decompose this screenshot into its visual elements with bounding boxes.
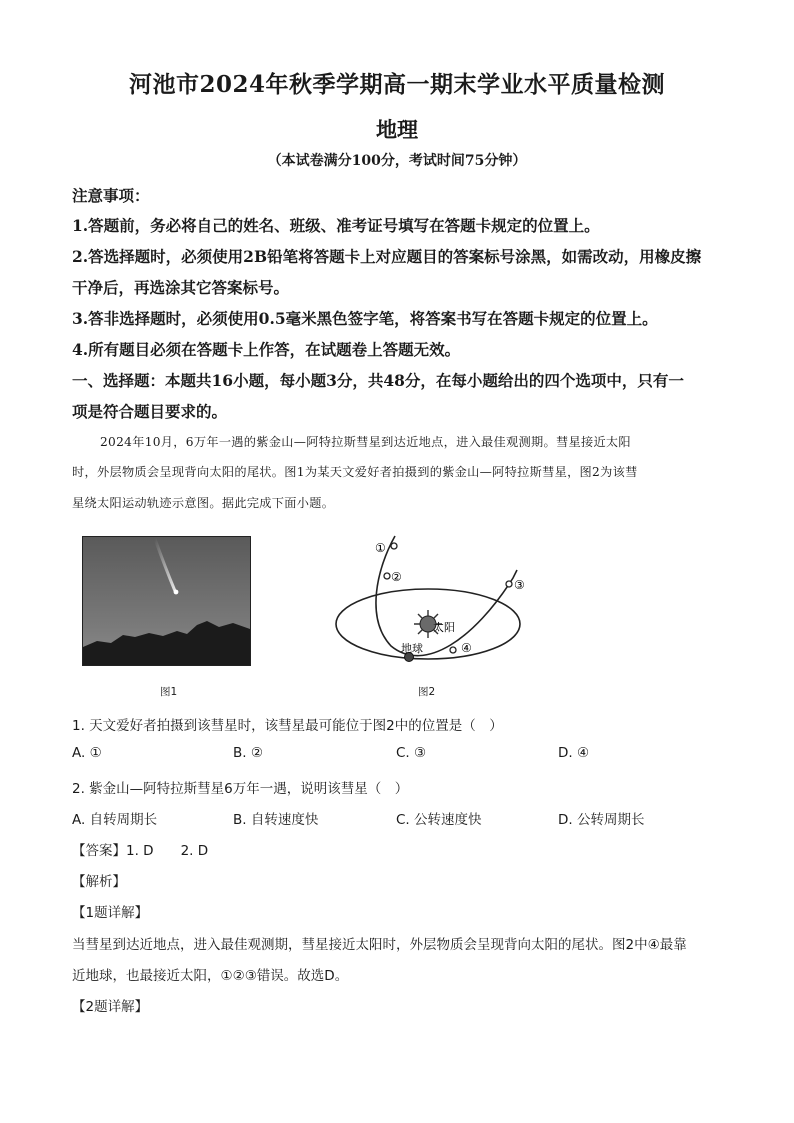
answer-text: 1. D 2. D <box>126 843 209 859</box>
label-point-2: ② <box>391 570 402 584</box>
label-sun: 太阳 <box>433 621 455 634</box>
label-earth: 地球 <box>401 642 423 655</box>
question-1-option-b: B. ② <box>233 745 263 761</box>
passage-line: 2024年10月，6万年一遇的紫金山—阿特拉斯彗星到达近地点，进入最佳观测期。彗星接近太阳 <box>100 435 631 449</box>
answer-label: 【答案】 <box>72 843 126 859</box>
label-point-4: ④ <box>461 641 472 655</box>
notice-heading: 注意事项： <box>72 186 150 205</box>
question-2-option-c: C. 公转速度快 <box>396 812 482 828</box>
question-1-option-d: D. ④ <box>558 745 590 761</box>
analysis-label: 【解析】 <box>72 874 126 890</box>
comet-photo <box>82 536 251 666</box>
passage-line: 时，外层物质会呈现背向太阳的尾状。图1为某天文爱好者拍摄到的紫金山—阿特拉斯彗星，图2为该彗 <box>72 465 638 479</box>
question-2-option-a: A. 自转周期长 <box>72 812 158 828</box>
answer-line <box>72 839 208 859</box>
notice-item: 1.答题前，务必将自己的姓名、班级、准考证号填写在答题卡规定的位置上。 <box>72 216 600 235</box>
q1-analysis-line: 当彗星到达近地点，进入最佳观测期，彗星接近太阳时，外层物质会呈现背向太阳的尾状。图2中④最靠 <box>72 937 687 953</box>
orbit-point <box>450 647 456 653</box>
passage-line: 星绕太阳运动轨迹示意图。据此完成下面小题。 <box>72 496 335 510</box>
notice-item: 干净后，再选涂其它答案标号。 <box>72 278 290 297</box>
question-2-stem: 2. 紫金山—阿特拉斯彗星6万年一遇，说明该彗星（ ） <box>72 781 409 797</box>
exam-note: （本试卷满分100分，考试时间75分钟） <box>267 153 527 169</box>
notice-item: 4.所有题目必须在答题卡上作答，在试题卷上答题无效。 <box>72 340 461 359</box>
question-1-option-a: A. ① <box>72 745 102 761</box>
question-2-option-b: B. 自转速度快 <box>233 812 319 828</box>
subject-title: 地理 <box>376 117 418 142</box>
orbit-diagram <box>325 528 535 668</box>
q1-analysis-line: 近地球，也最接近太阳，①②③错误。故选D。 <box>72 968 349 984</box>
notice-item: 3.答非选择题时，必须使用0.5毫米黑色签字笔，将答案书写在答题卡规定的位置上。 <box>72 309 658 328</box>
question-1-stem: 1. 天文爱好者拍摄到该彗星时，该彗星最可能位于图2中的位置是（ ） <box>72 718 503 734</box>
label-point-3: ③ <box>514 578 525 592</box>
figure1-caption: 图1 <box>160 686 178 698</box>
notice-item: 2.答选择题时，必须使用2B铅笔将答题卡上对应题目的答案标号涂黑，如需改动，用橡皮擦 <box>72 247 702 266</box>
page-title: 河池市2024年秋季学期高一期末学业水平质量检测 <box>128 71 665 98</box>
comet-orbit <box>376 536 517 656</box>
figure2-caption: 图2 <box>418 686 436 698</box>
section-heading-cont: 项是符合题目要求的。 <box>72 402 228 421</box>
q1-analysis-heading: 【1题详解】 <box>72 905 149 921</box>
question-2-option-d: D. 公转周期长 <box>558 812 645 828</box>
label-point-1: ① <box>375 541 386 555</box>
comet-photo-svg <box>83 537 250 665</box>
orbit-point <box>384 573 390 579</box>
orbit-point <box>391 543 397 549</box>
orbit-point <box>506 581 512 587</box>
q2-analysis-heading: 【2题详解】 <box>72 999 149 1015</box>
question-1-option-c: C. ③ <box>396 745 427 761</box>
comet-head <box>174 590 179 595</box>
section-heading: 一、选择题：本题共16小题，每小题3分，共48分，在每小题给出的四个选项中，只有一 <box>72 371 684 390</box>
